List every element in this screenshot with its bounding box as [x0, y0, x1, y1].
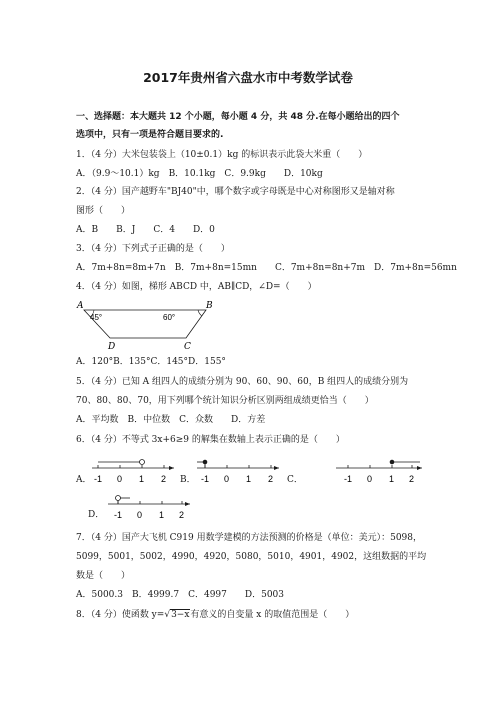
tick-label: 0	[367, 474, 373, 484]
q6-option-c-label: C．	[287, 475, 303, 485]
radicand: 3−x	[171, 610, 190, 620]
section-heading-line2: 选项中，只有一项是符合题目要求的.	[76, 130, 224, 140]
tick-label: 1	[246, 474, 252, 484]
q7-options: A．5000.3 B．4999.7 C．4997 D．5003	[76, 590, 285, 600]
q7-stem-line1: 7．（4 分）国产大飞机 C919 用数学建模的方法预测的价格是（单位：美元）：5098，	[76, 533, 423, 543]
q2-stem-line2: 图形（ ）	[76, 206, 131, 216]
tick-label: 1	[159, 510, 165, 520]
label-c: C	[184, 342, 191, 352]
q1-options: A．（9.9～10.1）kg B．10.1kg C．9.9kg D．10kg	[76, 169, 323, 179]
number-line-c	[336, 458, 424, 488]
number-line-b	[197, 458, 281, 488]
tick-label: 2	[179, 510, 185, 520]
q7-stem-line2: 5099，5001，5002，4990，4920，5080，5010，4901，4902，这组数据的平均	[76, 552, 427, 562]
q8-stem-suffix: 有意义的自变量 x 的取值范围是（ ）	[190, 610, 355, 620]
tick-label: 0	[224, 474, 230, 484]
tick-label: -1	[344, 474, 353, 484]
label-d: D	[108, 342, 116, 352]
tick-label: 1	[389, 474, 395, 484]
q5-stem-line1: 5．（4 分）已知 A 组四人的成绩分别为 90、60、90、60，B 组四人的成绩分别为	[76, 377, 409, 387]
tick-label: 0	[117, 474, 123, 484]
tick-label: 2	[409, 474, 415, 484]
q6-option-b-label: B．	[180, 475, 196, 485]
tick-label: 1	[139, 474, 145, 484]
label-a: A	[77, 301, 84, 311]
q2-stem-line1: 2．（4 分）国产越野车"BJ40"中，哪个数字或字母既是中心对称图形又是轴对称	[76, 187, 395, 197]
q6-option-d-label: D．	[88, 510, 105, 520]
tick-label: -1	[201, 474, 210, 484]
angle-a-label: 45°	[90, 313, 103, 322]
sqrt-expression: √3−x	[164, 610, 190, 620]
q6-stem: 6．（4 分）不等式 3x+6≥9 的解集在数轴上表示正确的是（ ）	[76, 435, 345, 445]
q8-stem	[76, 609, 426, 621]
q1-stem: 1．（4 分）大米包装袋上（10±0.1）kg 的标识表示此袋大米重（ ）	[76, 150, 368, 160]
tick-label: 2	[268, 474, 274, 484]
q4-options: A．120°B．135°C．145°D．155°	[76, 357, 226, 367]
tick-label: -1	[94, 474, 103, 484]
section-heading-line1: 一、选择题：本大题共 12 个小题，每小题 4 分，共 48 分.在每小题给出的四个	[76, 112, 400, 122]
q7-stem-line3: 数是（ ）	[76, 571, 131, 581]
q3-options: A．7m+8n=8m+7n B．7m+8n=15mn C．7m+8n=8n+7m D．7m+8n=56mn	[76, 263, 457, 273]
number-line-d	[108, 494, 192, 524]
q8-stem-prefix: 8．（4 分）使函数 y=	[76, 610, 165, 620]
tick-label: 2	[161, 474, 167, 484]
q5-options: A．平均数 B．中位数 C．众数 D．方差	[76, 415, 266, 425]
tick-label: 0	[137, 510, 143, 520]
q3-stem: 3．（4 分）下列式子正确的是（ ）	[76, 244, 230, 254]
tick-label: -1	[114, 510, 123, 520]
q6-option-a-label: A．	[76, 475, 92, 485]
q5-stem-line2: 70、80、80、70，用下列哪个统计知识分析区别两组成绩更恰当（ ）	[76, 396, 374, 406]
page-title: 2017年贵州省六盘水市中考数学试卷	[143, 70, 353, 85]
label-b: B	[206, 301, 213, 311]
trapezoid-figure	[76, 300, 218, 352]
q2-options: A．B B．J C．4 D．0	[76, 225, 215, 235]
number-line-a	[92, 458, 176, 488]
angle-b-label: 60°	[163, 313, 176, 322]
q4-stem: 4．（4 分）如图，梯形 ABCD 中，AB∥CD，∠D=（ ）	[76, 282, 317, 292]
